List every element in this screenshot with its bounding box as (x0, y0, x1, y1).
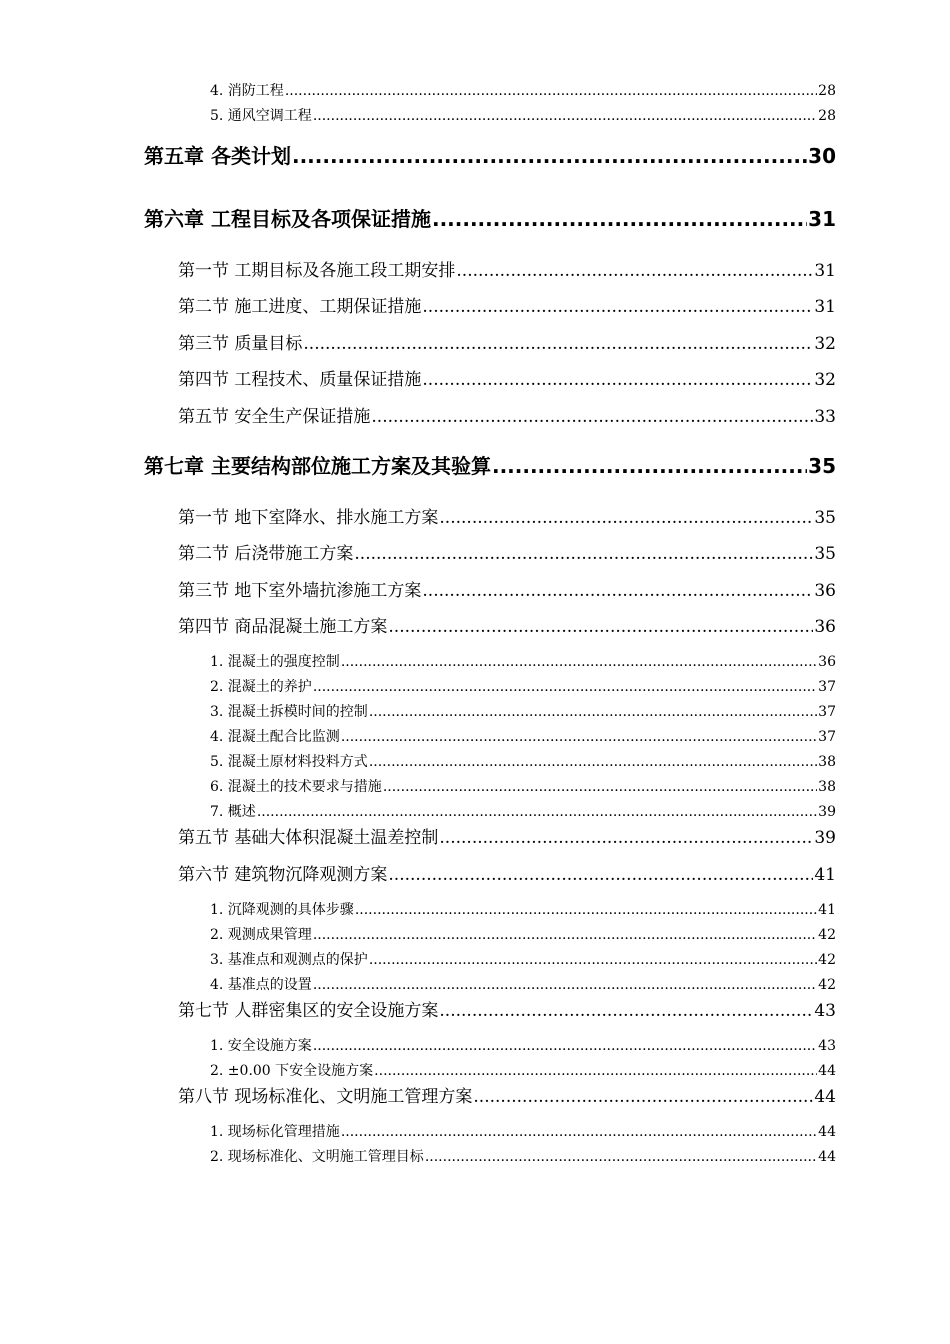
toc-entry-title: 第二节 后浇带施工方案 (178, 544, 354, 564)
toc-entry-title: 第二节 施工进度、工期保证措施 (178, 297, 422, 317)
dot-leader (422, 370, 813, 390)
dot-leader (292, 144, 807, 168)
toc-section-entry[interactable] (178, 329, 836, 355)
toc-entry-page-number: 36 (814, 617, 836, 637)
dot-leader (354, 544, 813, 564)
toc-subsection-entry[interactable] (210, 949, 836, 969)
dot-leader (425, 1149, 817, 1165)
toc-subsection-entry[interactable] (210, 105, 836, 125)
toc-entry-title: 3. 混凝土拆模时间的控制 (210, 704, 368, 720)
toc-entry-page-number: 41 (818, 902, 836, 918)
toc-entry-title: 第四节 商品混凝土施工方案 (178, 617, 388, 637)
dot-leader (313, 108, 817, 124)
toc-entry-title: 1. 沉降观测的具体步骤 (210, 902, 354, 918)
toc-subsection-entry[interactable] (210, 676, 836, 696)
toc-entry-page-number: 44 (818, 1124, 836, 1140)
toc-entry-title: 第五节 安全生产保证措施 (178, 407, 371, 427)
toc-subsection-entry[interactable] (210, 974, 836, 994)
toc-entry-page-number: 35 (808, 454, 836, 478)
toc-entry-page-number: 36 (814, 581, 836, 601)
toc-entry-page-number: 33 (814, 407, 836, 427)
toc-section-entry[interactable] (178, 402, 836, 428)
toc-entry-page-number: 38 (818, 779, 836, 795)
dot-leader (473, 1087, 813, 1107)
dot-leader (432, 207, 807, 231)
toc-subsection-entry[interactable] (210, 801, 836, 821)
dot-leader (374, 1063, 817, 1079)
dot-leader (439, 508, 813, 528)
toc-entry-title: 4. 混凝土配合比监测 (210, 729, 340, 745)
dot-leader (313, 927, 817, 943)
toc-entry-page-number: 37 (818, 729, 836, 745)
dot-leader (388, 617, 813, 637)
toc-section-entry[interactable] (178, 1082, 836, 1108)
toc-section-entry[interactable] (178, 860, 836, 886)
toc-entry-title: 3. 基准点和观测点的保护 (210, 952, 368, 968)
dot-leader (383, 779, 817, 795)
toc-subsection-entry[interactable] (210, 651, 836, 671)
toc-entry-title: 第五节 基础大体积混凝土温差控制 (178, 828, 439, 848)
toc-subsection-entry[interactable] (210, 80, 836, 100)
toc-entry-title: 第一节 工期目标及各施工段工期安排 (178, 261, 456, 281)
toc-entry-title: 第七节 人群密集区的安全设施方案 (178, 1001, 439, 1021)
toc-subsection-entry[interactable] (210, 751, 836, 771)
dot-leader (285, 83, 817, 99)
toc-entry-title: 2. 混凝土的养护 (210, 679, 312, 695)
dot-leader (313, 679, 817, 695)
dot-leader (369, 952, 817, 968)
toc-entry-page-number: 41 (814, 865, 836, 885)
toc-entry-page-number: 42 (818, 977, 836, 993)
toc-entry-title: 5. 混凝土原材料投料方式 (210, 754, 368, 770)
toc-entry-page-number: 32 (814, 370, 836, 390)
toc-entry-title: 4. 消防工程 (210, 83, 284, 99)
toc-entry-title: 6. 混凝土的技术要求与措施 (210, 779, 382, 795)
toc-subsection-entry[interactable] (210, 1035, 836, 1055)
toc-entry-title: 1. 现场标化管理措施 (210, 1124, 340, 1140)
toc-subsection-entry[interactable] (210, 924, 836, 944)
dot-leader (341, 1124, 817, 1140)
toc-entry-page-number: 32 (814, 334, 836, 354)
toc-entry-title: 第八节 现场标准化、文明施工管理方案 (178, 1087, 473, 1107)
toc-entry-page-number: 31 (814, 261, 836, 281)
toc-subsection-entry[interactable] (210, 701, 836, 721)
toc-section-entry[interactable] (178, 539, 836, 565)
toc-entry-title: 第七章 主要结构部位施工方案及其验算 (144, 454, 491, 478)
dot-leader (341, 729, 817, 745)
toc-entry-page-number: 39 (814, 828, 836, 848)
toc-entry-title: 4. 基准点的设置 (210, 977, 312, 993)
toc-entry-page-number: 37 (818, 679, 836, 695)
toc-entry-page-number: 38 (818, 754, 836, 770)
toc-entry-title: 1. 安全设施方案 (210, 1038, 312, 1054)
dot-leader (303, 334, 813, 354)
dot-leader (369, 704, 817, 720)
dot-leader (439, 1001, 813, 1021)
toc-subsection-entry[interactable] (210, 726, 836, 746)
dot-leader (257, 804, 817, 820)
toc-subsection-entry[interactable] (210, 1060, 836, 1080)
toc-subsection-entry[interactable] (210, 1146, 836, 1166)
dot-leader (388, 865, 813, 885)
toc-chapter-entry[interactable] (144, 140, 836, 170)
toc-entry-page-number: 35 (814, 544, 836, 564)
toc-chapter-entry[interactable] (144, 203, 836, 233)
toc-entry-title: 2. 观测成果管理 (210, 927, 312, 943)
dot-leader (313, 1038, 817, 1054)
toc-entry-page-number: 44 (818, 1063, 836, 1079)
toc-entry-title: 第三节 质量目标 (178, 334, 303, 354)
toc-entry-title: 第三节 地下室外墙抗渗施工方案 (178, 581, 422, 601)
toc-entry-page-number: 28 (818, 108, 836, 124)
toc-chapter-entry[interactable] (144, 450, 836, 480)
toc-entry-title: 2. ±0.00 下安全设施方案 (210, 1063, 374, 1079)
toc-entry-page-number: 42 (818, 952, 836, 968)
toc-entry-page-number: 35 (814, 508, 836, 528)
toc-entry-title: 第五章 各类计划 (144, 144, 291, 168)
dot-leader (371, 407, 813, 427)
dot-leader (439, 828, 813, 848)
toc-entry-page-number: 43 (818, 1038, 836, 1054)
toc-section-entry[interactable] (178, 576, 836, 602)
toc-section-entry[interactable] (178, 365, 836, 391)
dot-leader (341, 654, 817, 670)
dot-leader (456, 261, 813, 281)
toc-entry-title: 第一节 地下室降水、排水施工方案 (178, 508, 439, 528)
toc-entry-title: 2. 现场标准化、文明施工管理目标 (210, 1149, 424, 1165)
toc-entry-page-number: 44 (818, 1149, 836, 1165)
toc-entry-page-number: 31 (808, 207, 836, 231)
toc-section-entry[interactable] (178, 292, 836, 318)
toc-entry-page-number: 39 (818, 804, 836, 820)
dot-leader (492, 454, 807, 478)
toc-entry-page-number: 44 (814, 1087, 836, 1107)
toc-entry-page-number: 37 (818, 704, 836, 720)
toc-subsection-entry[interactable] (210, 776, 836, 796)
toc-section-entry[interactable] (178, 996, 836, 1022)
dot-leader (422, 581, 813, 601)
toc-entry-page-number: 31 (814, 297, 836, 317)
toc-entry-page-number: 28 (818, 83, 836, 99)
dot-leader (369, 754, 817, 770)
toc-subsection-entry[interactable] (210, 1121, 836, 1141)
toc-entry-page-number: 42 (818, 927, 836, 943)
toc-entry-title: 第六章 工程目标及各项保证措施 (144, 207, 431, 231)
toc-subsection-entry[interactable] (210, 899, 836, 919)
dot-leader (355, 902, 817, 918)
toc-entry-page-number: 43 (814, 1001, 836, 1021)
dot-leader (422, 297, 813, 317)
toc-entry-title: 7. 概述 (210, 804, 256, 820)
toc-entry-title: 5. 通风空调工程 (210, 108, 312, 124)
toc-entry-page-number: 36 (818, 654, 836, 670)
toc-section-entry[interactable] (178, 503, 836, 529)
toc-entry-title: 第四节 工程技术、质量保证措施 (178, 370, 422, 390)
toc-entry-title: 第六节 建筑物沉降观测方案 (178, 865, 388, 885)
toc-entry-page-number: 30 (808, 144, 836, 168)
toc-entry-title: 1. 混凝土的强度控制 (210, 654, 340, 670)
toc-section-entry[interactable] (178, 256, 836, 282)
toc-section-entry[interactable] (178, 823, 836, 849)
toc-section-entry[interactable] (178, 612, 836, 638)
dot-leader (313, 977, 817, 993)
